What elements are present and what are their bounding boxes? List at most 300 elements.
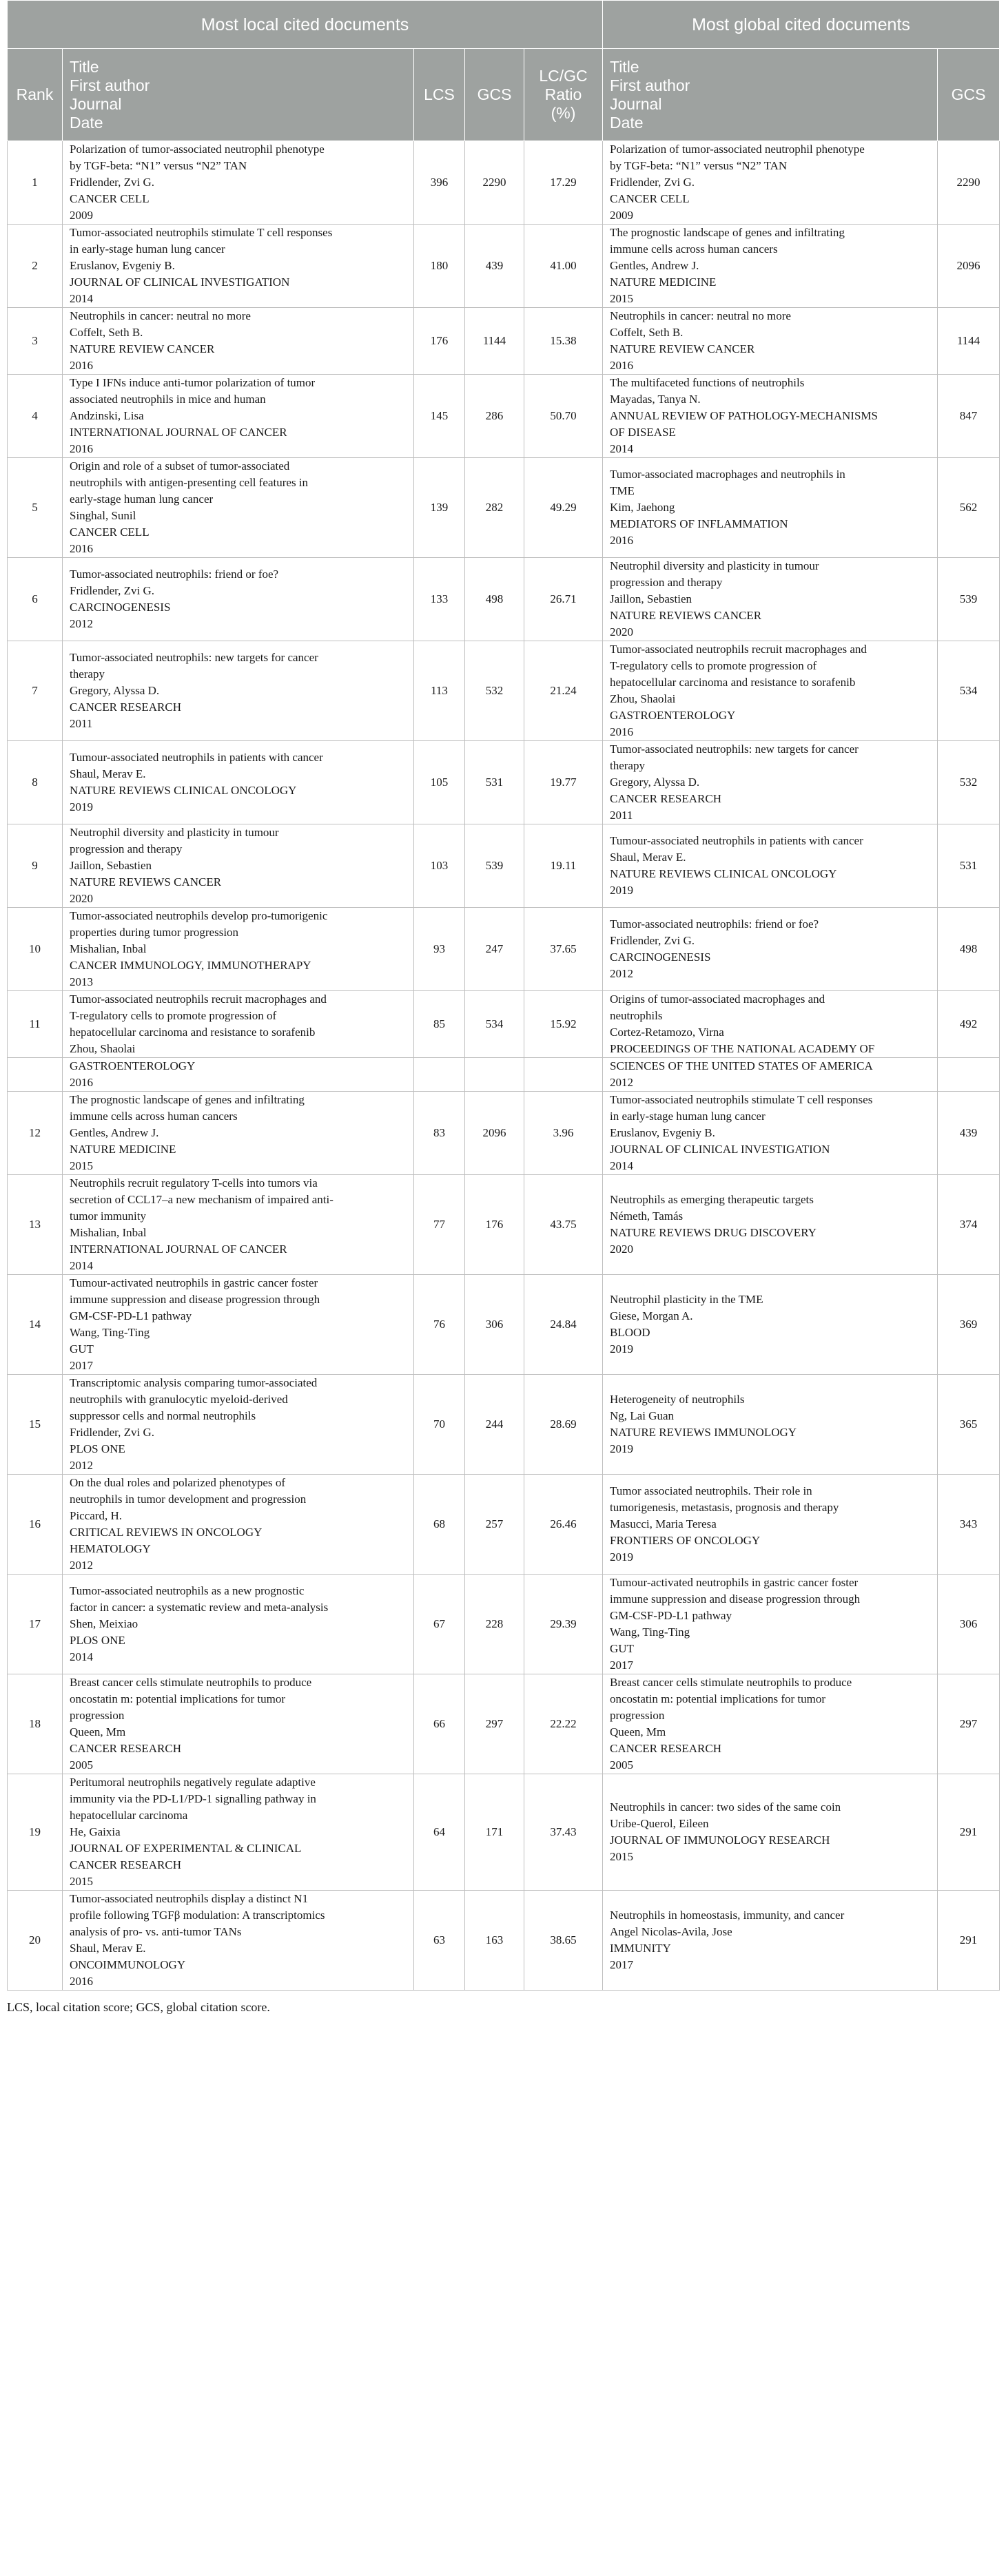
gcs-cell: 306	[465, 1275, 524, 1375]
document-line: 2016	[610, 725, 633, 738]
document-line: GASTROENTEROLOGY	[610, 709, 736, 722]
global-document-cell	[603, 308, 938, 375]
global-document-cell	[603, 141, 938, 225]
global-document-cell	[603, 1092, 938, 1175]
header-journal-label: Journal	[70, 94, 122, 113]
rank-cell: 13	[8, 1175, 63, 1275]
document-line: 2014	[70, 292, 93, 305]
document-line: Tumor-associated neutrophils recruit macrophages and	[70, 993, 327, 1006]
document-line: The prognostic landscape of genes and infiltrating	[610, 226, 845, 239]
document-line: Tumor-associated neutrophils: friend or foe?	[610, 917, 819, 931]
table-body	[8, 141, 1000, 1991]
global-gcs-cell: 291	[938, 1891, 1000, 1991]
table-row	[8, 1175, 1000, 1275]
document-line: 2015	[610, 292, 633, 305]
document-line: CRITICAL REVIEWS IN ONCOLOGY	[70, 1526, 263, 1539]
rank-cell: 11	[8, 991, 63, 1058]
document-line: NATURE MEDICINE	[70, 1143, 176, 1156]
document-line: tumor immunity	[70, 1209, 146, 1223]
document-line: Neutrophils in cancer: neutral no more	[610, 309, 791, 322]
document-line: Coffelt, Seth B.	[610, 326, 684, 339]
local-document-cell	[63, 1058, 414, 1092]
gcs-cell: 176	[465, 1175, 524, 1275]
document-line: NATURE REVIEWS CANCER	[610, 609, 762, 622]
document-line: neutrophils with antigen-presenting cell features in	[70, 476, 309, 489]
table-row	[8, 458, 1000, 558]
global-gcs-cell: 297	[938, 1674, 1000, 1774]
global-gcs-cell: 365	[938, 1375, 1000, 1475]
lcs-cell: 180	[414, 225, 465, 308]
document-line: Singhal, Sunil	[70, 509, 136, 522]
ratio-cell: 17.29	[524, 141, 603, 225]
document-line: immune cells across human cancers	[610, 242, 778, 256]
document-line: Wang, Ting-Ting	[70, 1326, 150, 1339]
document-line: 2017	[610, 1659, 633, 1672]
gcs-cell: 2096	[465, 1092, 524, 1175]
document-line: by TGF-beta: “N1” versus “N2” TAN	[70, 159, 247, 172]
global-gcs-cell: 562	[938, 458, 1000, 558]
document-line: Polarization of tumor-associated neutrophil phenotype	[610, 143, 865, 156]
table-row	[8, 908, 1000, 991]
lcs-cell: 93	[414, 908, 465, 991]
local-document-cell	[63, 641, 414, 741]
document-line: Tumor-associated neutrophils: new targets for cancer	[610, 742, 859, 756]
header-title-label: Title	[70, 57, 99, 76]
gcs-cell: 539	[465, 824, 524, 908]
document-line: immune suppression and disease progression through	[70, 1293, 320, 1306]
gcs-cell: 228	[465, 1575, 524, 1674]
group-header-row	[8, 1, 1000, 49]
global-document-cell	[603, 1475, 938, 1575]
document-line: INTERNATIONAL JOURNAL OF CANCER	[70, 426, 287, 439]
rank-cell: 5	[8, 458, 63, 558]
document-line: Origin and role of a subset of tumor-associated	[70, 459, 290, 472]
document-line: Shen, Meixiao	[70, 1617, 138, 1630]
document-line: Polarization of tumor-associated neutrophil phenotype	[70, 143, 325, 156]
global-document-cell	[603, 375, 938, 458]
document-line: immune cells across human cancers	[70, 1110, 238, 1123]
table-row	[8, 741, 1000, 824]
document-line: GM-CSF-PD-L1 pathway	[70, 1309, 192, 1322]
document-line: associated neutrophils in mice and human	[70, 393, 266, 406]
gcs-cell: 1144	[465, 308, 524, 375]
local-document-column-header	[63, 49, 414, 141]
document-line: Neutrophils in cancer: neutral no more	[70, 309, 251, 322]
global-document-cell	[603, 458, 938, 558]
global-cited-group-header: Most global cited documents	[603, 1, 1000, 49]
document-line: 2020	[70, 892, 93, 905]
global-gcs-cell: 343	[938, 1475, 1000, 1575]
document-line: Gentles, Andrew J.	[610, 259, 699, 272]
local-document-cell	[63, 1774, 414, 1891]
document-line: 2016	[70, 1975, 93, 1988]
lcs-cell: 83	[414, 1092, 465, 1175]
document-line: oncostatin m: potential implications for tumor	[610, 1692, 826, 1705]
document-line: JOURNAL OF EXPERIMENTAL & CLINICAL	[70, 1842, 302, 1855]
document-line: Neutrophil diversity and plasticity in tumour	[70, 826, 279, 839]
document-line: Jaillon, Sebastien	[610, 592, 692, 605]
document-line: 2019	[70, 800, 93, 813]
local-document-cell	[63, 1275, 414, 1375]
table-row	[8, 1375, 1000, 1475]
document-line: Cortez-Retamozo, Virna	[610, 1026, 724, 1039]
document-line: Heterogeneity of neutrophils	[610, 1393, 745, 1406]
document-line: Shaul, Merav E.	[70, 1942, 146, 1955]
local-document-cell	[63, 824, 414, 908]
document-line: Fridlender, Zvi G.	[70, 1426, 155, 1439]
global-document-cell	[603, 558, 938, 641]
gcs-cell: 439	[465, 225, 524, 308]
document-line: 2016	[70, 1076, 93, 1089]
document-line: progression	[610, 1709, 665, 1722]
document-line: Kim, Jaehong	[610, 501, 675, 514]
document-line: CANCER RESEARCH	[70, 700, 181, 714]
document-line: Tumor associated neutrophils. Their role in	[610, 1484, 812, 1497]
local-document-cell	[63, 225, 414, 308]
rank-cell: 8	[8, 741, 63, 824]
document-line: Gregory, Alyssa D.	[610, 776, 700, 789]
global-gcs-cell	[938, 1058, 1000, 1092]
document-line: Coffelt, Seth B.	[70, 326, 143, 339]
document-line: progression and therapy	[70, 842, 183, 855]
gcs-cell: 286	[465, 375, 524, 458]
ratio-cell: 28.69	[524, 1375, 603, 1475]
document-line: NATURE REVIEWS CLINICAL ONCOLOGY	[70, 784, 297, 797]
header-date-label: Date	[70, 113, 103, 132]
global-document-cell	[603, 1774, 938, 1891]
document-line: early-stage human lung cancer	[70, 492, 214, 506]
document-line: Zhou, Shaolai	[610, 692, 676, 705]
global-gcs-cell: 1144	[938, 308, 1000, 375]
rank-cell: 10	[8, 908, 63, 991]
rank-cell: 3	[8, 308, 63, 375]
document-line: oncostatin m: potential implications for tumor	[70, 1692, 286, 1705]
document-line: 2012	[610, 1076, 633, 1089]
document-line: hepatocellular carcinoma	[70, 1809, 188, 1822]
rank-cell: 7	[8, 641, 63, 741]
table-row	[8, 1674, 1000, 1774]
document-line: Eruslanov, Evgeniy B.	[610, 1126, 715, 1139]
local-document-cell	[63, 1175, 414, 1275]
document-line: CANCER RESEARCH	[610, 1742, 721, 1755]
document-line: Zhou, Shaolai	[70, 1042, 136, 1055]
table-row	[8, 991, 1000, 1058]
document-line: The multifaceted functions of neutrophils	[610, 376, 805, 389]
lcs-cell: 396	[414, 141, 465, 225]
rank-cell: 18	[8, 1674, 63, 1774]
header-title-label: Title	[610, 57, 639, 76]
document-line: Gentles, Andrew J.	[70, 1126, 159, 1139]
rank-cell: 4	[8, 375, 63, 458]
document-line: Tumor-associated neutrophils as a new prognostic	[70, 1584, 305, 1597]
global-document-cell	[603, 1674, 938, 1774]
lcs-cell: 139	[414, 458, 465, 558]
document-line: CANCER RESEARCH	[70, 1858, 181, 1871]
document-line: 2015	[70, 1159, 93, 1172]
ratio-cell: 26.46	[524, 1475, 603, 1575]
table-footnote: LCS, local citation score; GCS, global citation score.	[7, 2000, 270, 2014]
local-document-cell	[63, 458, 414, 558]
document-line: Peritumoral neutrophils negatively regulate adaptive	[70, 1776, 316, 1789]
local-document-cell	[63, 908, 414, 991]
document-line: NATURE REVIEWS DRUG DISCOVERY	[610, 1226, 817, 1239]
document-line: hepatocellular carcinoma and resistance to sorafenib	[610, 676, 856, 689]
lcs-cell: 67	[414, 1575, 465, 1674]
document-line: Fridlender, Zvi G.	[610, 934, 695, 947]
document-line: 2013	[70, 975, 93, 988]
global-gcs-cell: 374	[938, 1175, 1000, 1275]
global-document-cell	[603, 225, 938, 308]
lcs-cell: 176	[414, 308, 465, 375]
lcs-cell: 66	[414, 1674, 465, 1774]
document-line: Ng, Lai Guan	[610, 1409, 675, 1422]
local-document-cell	[63, 741, 414, 824]
rank-cell: 2	[8, 225, 63, 308]
document-line: Tumor-associated neutrophils display a distinct N1	[70, 1892, 309, 1905]
document-line: Neutrophils as emerging therapeutic targets	[610, 1193, 814, 1206]
document-line: Tumour-associated neutrophils in patients with cancer	[70, 751, 323, 764]
table-row	[8, 1275, 1000, 1375]
document-line: 2017	[610, 1958, 633, 1971]
document-line: 2015	[70, 1875, 93, 1888]
global-document-cell	[603, 1275, 938, 1375]
document-line: in early-stage human lung cancer	[610, 1110, 766, 1123]
document-line: CARCINOGENESIS	[610, 951, 711, 964]
global-document-cell	[603, 641, 938, 741]
lcs-cell: 68	[414, 1475, 465, 1575]
document-line: 2014	[70, 1259, 93, 1272]
document-line: NATURE MEDICINE	[610, 276, 717, 289]
table-row	[8, 1058, 1000, 1092]
ratio-header-line: (%)	[551, 104, 576, 122]
document-line: Németh, Tamás	[610, 1209, 684, 1223]
document-line: 2019	[610, 1550, 633, 1564]
document-line: CANCER RESEARCH	[70, 1742, 181, 1755]
document-line: Tumor-associated neutrophils develop pro-tumorigenic	[70, 909, 328, 922]
document-line: 2016	[70, 542, 93, 555]
document-line: Tumor-associated neutrophils recruit macrophages and	[610, 643, 867, 656]
citation-table	[7, 0, 1000, 1991]
ratio-header-line: Ratio	[544, 85, 582, 103]
gcs-cell: 2290	[465, 141, 524, 225]
document-line: Breast cancer cells stimulate neutrophils to produce	[610, 1676, 852, 1689]
global-gcs-cell: 532	[938, 741, 1000, 824]
document-line: immune suppression and disease progression through	[610, 1592, 861, 1606]
lcs-cell: 63	[414, 1891, 465, 1991]
lcs-cell: 85	[414, 991, 465, 1058]
gcs-cell: 498	[465, 558, 524, 641]
global-gcs-cell: 539	[938, 558, 1000, 641]
gcs-cell: 244	[465, 1375, 524, 1475]
gcs-cell: 247	[465, 908, 524, 991]
document-line: by TGF-beta: “N1” versus “N2” TAN	[610, 159, 788, 172]
document-line: NATURE REVIEWS CLINICAL ONCOLOGY	[610, 867, 837, 880]
table-row	[8, 1774, 1000, 1891]
document-line: Mishalian, Inbal	[70, 942, 147, 955]
lcs-cell: 76	[414, 1275, 465, 1375]
gcs-cell: 532	[465, 641, 524, 741]
table-row	[8, 225, 1000, 308]
document-line: tumorigenesis, metastasis, prognosis and therapy	[610, 1501, 839, 1514]
document-line: PLOS ONE	[70, 1634, 125, 1647]
local-cited-group-header: Most local cited documents	[8, 1, 603, 49]
gcs-cell: 257	[465, 1475, 524, 1575]
document-line: CANCER CELL	[610, 192, 690, 205]
ratio-cell: 41.00	[524, 225, 603, 308]
document-line: Tumor-associated neutrophils: new targets for cancer	[70, 651, 318, 664]
document-line: GM-CSF-PD-L1 pathway	[610, 1609, 732, 1622]
document-line: INTERNATIONAL JOURNAL OF CANCER	[70, 1243, 287, 1256]
document-line: 2017	[70, 1359, 93, 1372]
global-document-cell	[603, 991, 938, 1058]
rank-cell: 15	[8, 1375, 63, 1475]
global-gcs-cell: 2096	[938, 225, 1000, 308]
ratio-cell: 22.22	[524, 1674, 603, 1774]
document-line: FRONTIERS OF ONCOLOGY	[610, 1534, 761, 1547]
document-line: factor in cancer: a systematic review and meta-analysis	[70, 1601, 329, 1614]
global-document-cell	[603, 1175, 938, 1275]
document-line: therapy	[610, 759, 645, 772]
document-line: Neutrophil diversity and plasticity in tumour	[610, 559, 819, 572]
ratio-cell: 50.70	[524, 375, 603, 458]
document-line: 2011	[610, 809, 633, 822]
document-line: BLOOD	[610, 1326, 650, 1339]
document-line: 2012	[70, 617, 93, 630]
local-document-cell	[63, 1891, 414, 1991]
gcs-cell	[465, 1058, 524, 1092]
local-document-cell	[63, 558, 414, 641]
header-journal-label: Journal	[610, 94, 662, 113]
document-line: Angel Nicolas-Avila, Jose	[610, 1925, 732, 1938]
table-row	[8, 375, 1000, 458]
lcs-cell: 105	[414, 741, 465, 824]
document-line: Mishalian, Inbal	[70, 1226, 147, 1239]
local-document-cell	[63, 1092, 414, 1175]
document-line: hepatocellular carcinoma and resistance to sorafenib	[70, 1026, 316, 1039]
document-line: Neutrophils in homeostasis, immunity, and cancer	[610, 1909, 845, 1922]
document-line: Uribe-Querol, Eileen	[610, 1817, 709, 1830]
document-line: secretion of CCL17–a new mechanism of impaired anti-	[70, 1193, 333, 1206]
ratio-cell: 26.71	[524, 558, 603, 641]
document-line: OF DISEASE	[610, 426, 676, 439]
document-line: Masucci, Maria Teresa	[610, 1517, 717, 1530]
document-line: MEDIATORS OF INFLAMMATION	[610, 517, 788, 530]
document-line: 2012	[70, 1559, 93, 1572]
global-gcs-cell: 2290	[938, 141, 1000, 225]
header-date-label: Date	[610, 113, 644, 132]
document-line: IMMUNITY	[610, 1942, 671, 1955]
rank-cell: 17	[8, 1575, 63, 1674]
ratio-column-header	[524, 49, 603, 141]
document-line: Fridlender, Zvi G.	[610, 176, 695, 189]
global-document-cell	[603, 824, 938, 908]
gcs-cell: 531	[465, 741, 524, 824]
document-line: 2009	[70, 209, 93, 222]
document-line: 2012	[70, 1459, 93, 1472]
lcs-cell: 133	[414, 558, 465, 641]
document-line: Breast cancer cells stimulate neutrophils to produce	[70, 1676, 312, 1689]
document-line: Origins of tumor-associated macrophages and	[610, 993, 825, 1006]
global-document-cell	[603, 1891, 938, 1991]
document-line: ANNUAL REVIEW OF PATHOLOGY-MECHANISMS	[610, 409, 878, 422]
document-line: T-regulatory cells to promote progression of	[70, 1009, 277, 1022]
local-document-cell	[63, 141, 414, 225]
local-document-cell	[63, 1575, 414, 1674]
document-line: Neutrophils in cancer: two sides of the same coin	[610, 1800, 841, 1814]
document-line: NATURE REVIEW CANCER	[70, 342, 215, 355]
document-line: Queen, Mm	[70, 1725, 126, 1738]
document-line: 2020	[610, 1243, 633, 1256]
document-line: Jaillon, Sebastien	[70, 859, 152, 872]
document-line: CANCER IMMUNOLOGY, IMMUNOTHERAPY	[70, 959, 311, 972]
table-row	[8, 641, 1000, 741]
ratio-cell: 15.92	[524, 991, 603, 1058]
document-line: neutrophils with granulocytic myeloid-derived	[70, 1393, 288, 1406]
rank-cell	[8, 1058, 63, 1092]
document-line: JOURNAL OF CLINICAL INVESTIGATION	[610, 1143, 830, 1156]
document-line: 2005	[610, 1758, 633, 1772]
ratio-cell: 15.38	[524, 308, 603, 375]
document-line: NATURE REVIEWS IMMUNOLOGY	[610, 1426, 797, 1439]
document-line: 2020	[610, 625, 633, 638]
lcs-cell: 103	[414, 824, 465, 908]
lcs-column-header: LCS	[414, 49, 465, 141]
ratio-cell: 21.24	[524, 641, 603, 741]
table-header	[8, 1, 1000, 141]
document-line: 2005	[70, 1758, 93, 1772]
document-line: GASTROENTEROLOGY	[70, 1059, 196, 1072]
lcs-cell: 113	[414, 641, 465, 741]
document-line: Tumour-activated neutrophils in gastric cancer foster	[70, 1276, 318, 1289]
table-row	[8, 1575, 1000, 1674]
gcs-column-header: GCS	[465, 49, 524, 141]
document-line: 2016	[610, 359, 633, 372]
document-line: Andzinski, Lisa	[70, 409, 144, 422]
document-line: 2016	[70, 442, 93, 455]
local-document-cell	[63, 1674, 414, 1774]
gcs-cell: 534	[465, 991, 524, 1058]
document-line: neutrophils in tumor development and progression	[70, 1493, 307, 1506]
document-line: Neutrophils recruit regulatory T-cells into tumors via	[70, 1176, 318, 1190]
document-line: He, Gaixia	[70, 1825, 121, 1838]
document-line: 2011	[70, 717, 93, 730]
rank-cell: 14	[8, 1275, 63, 1375]
document-line: Tumour-activated neutrophils in gastric cancer foster	[610, 1576, 859, 1589]
rank-cell: 1	[8, 141, 63, 225]
global-gcs-cell: 498	[938, 908, 1000, 991]
table-row	[8, 1891, 1000, 1991]
rank-cell: 20	[8, 1891, 63, 1991]
lcs-cell: 145	[414, 375, 465, 458]
gcs-cell: 171	[465, 1774, 524, 1891]
document-line: Wang, Ting-Ting	[610, 1625, 690, 1639]
document-line: 2012	[610, 967, 633, 980]
document-line: Tumor-associated neutrophils stimulate T cell responses	[70, 226, 333, 239]
global-gcs-cell: 492	[938, 991, 1000, 1058]
ratio-cell: 24.84	[524, 1275, 603, 1375]
document-line: profile following TGFβ modulation: A transcriptomics	[70, 1909, 325, 1922]
document-line: SCIENCES OF THE UNITED STATES OF AMERICA	[610, 1059, 873, 1072]
gcs-cell: 163	[465, 1891, 524, 1991]
rank-cell: 6	[8, 558, 63, 641]
document-line: Tumor-associated macrophages and neutrophils in	[610, 468, 845, 481]
global-document-cell	[603, 1375, 938, 1475]
document-line: On the dual roles and polarized phenotypes of	[70, 1476, 285, 1489]
document-line: Tumor-associated neutrophils: friend or foe?	[70, 568, 279, 581]
document-line: 2014	[610, 442, 633, 455]
document-line: Shaul, Merav E.	[610, 851, 686, 864]
document-line: in early-stage human lung cancer	[70, 242, 225, 256]
